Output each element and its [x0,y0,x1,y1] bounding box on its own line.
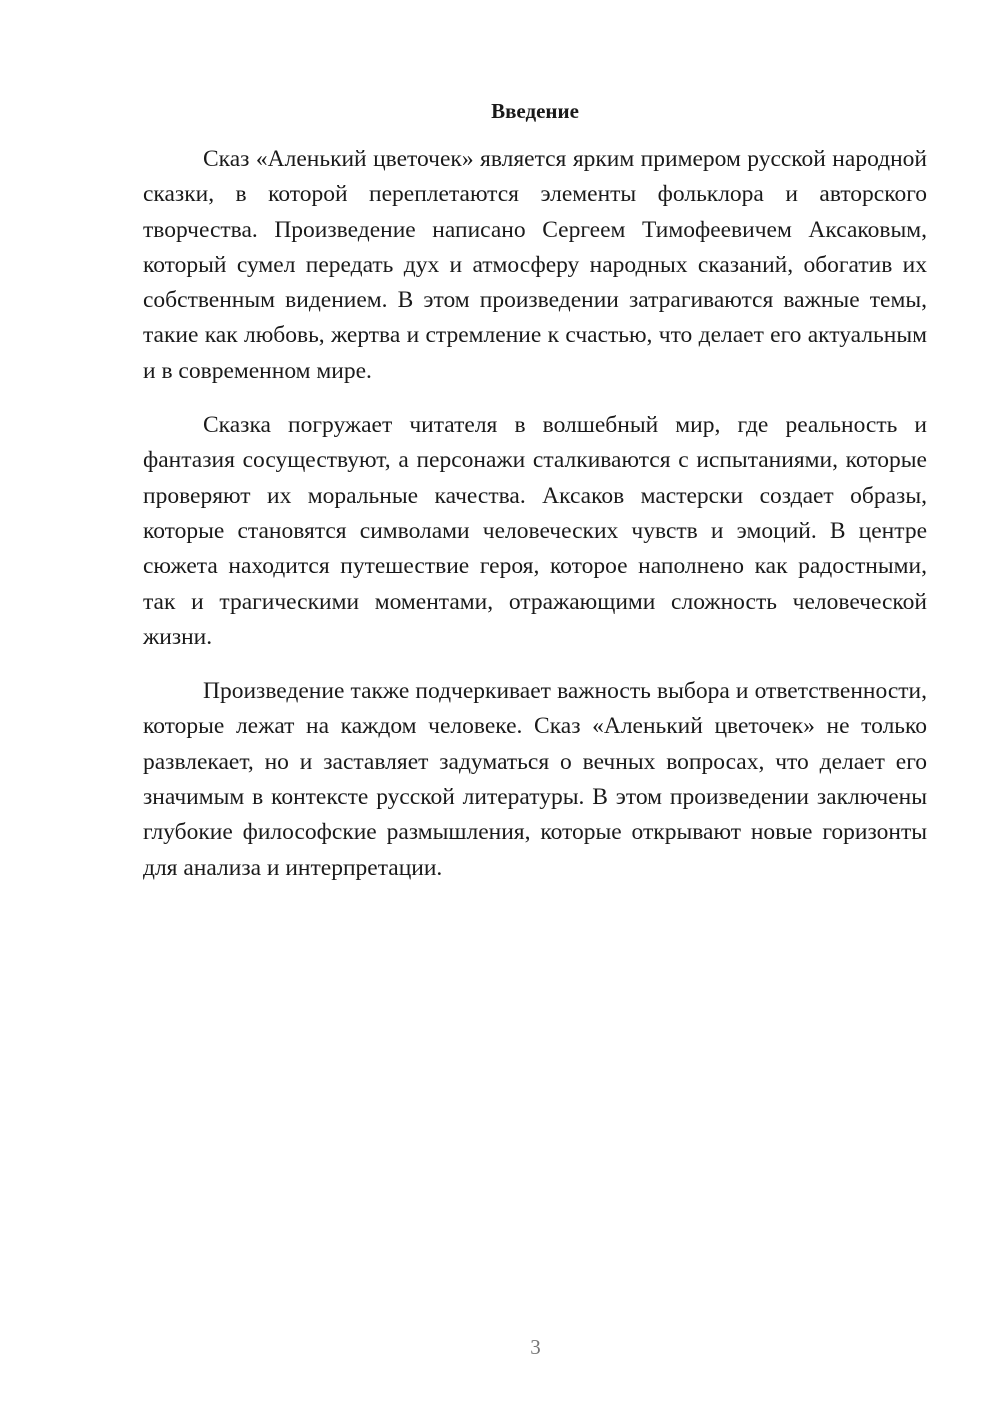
body-text [143,142,927,905]
page-number: 3 [530,1335,541,1359]
paragraph-2: Сказка погружает читателя в волшебный мир, где реальность и фантазия сосуществуют, а персонажи сталкиваются с испытаниями, которые проверяют их моральные качества. Аксаков мастерски создает образы, которые становятся символами человеческих чувств и эмоций. В центре сюжета находится путешествие героя, которое наполнено как радостными, так и трагическими моментами, отражающими сложность человеческой жизни. [143,412,927,650]
paragraph-1: Сказ «Аленький цветочек» является ярким примером русской народной сказки, в которой переплетаются элементы фольклора и авторского творчества. Произведение написано Сергеем Тимофеевичем Аксаковым, который сумел передать дух и атмосферу народных сказаний, обогатив их собственным видением. В этом произведении затрагиваются важные темы, такие как любовь, жертва и стремление к счастью, что делает его актуальным и в современном мире. [143,146,927,384]
section-title: Введение [491,99,579,123]
paragraph-3: Произведение также подчеркивает важность выбора и ответственности, которые лежат на каждом человеке. Сказ «Аленький цветочек» не только развлекает, но и заставляет задуматься о вечных вопросах, что делает его значимым в контексте русской литературы. В этом произведении заключены глубокие философские размышления, которые открывают новые горизонты для анализа и интерпретации. [143,678,927,881]
